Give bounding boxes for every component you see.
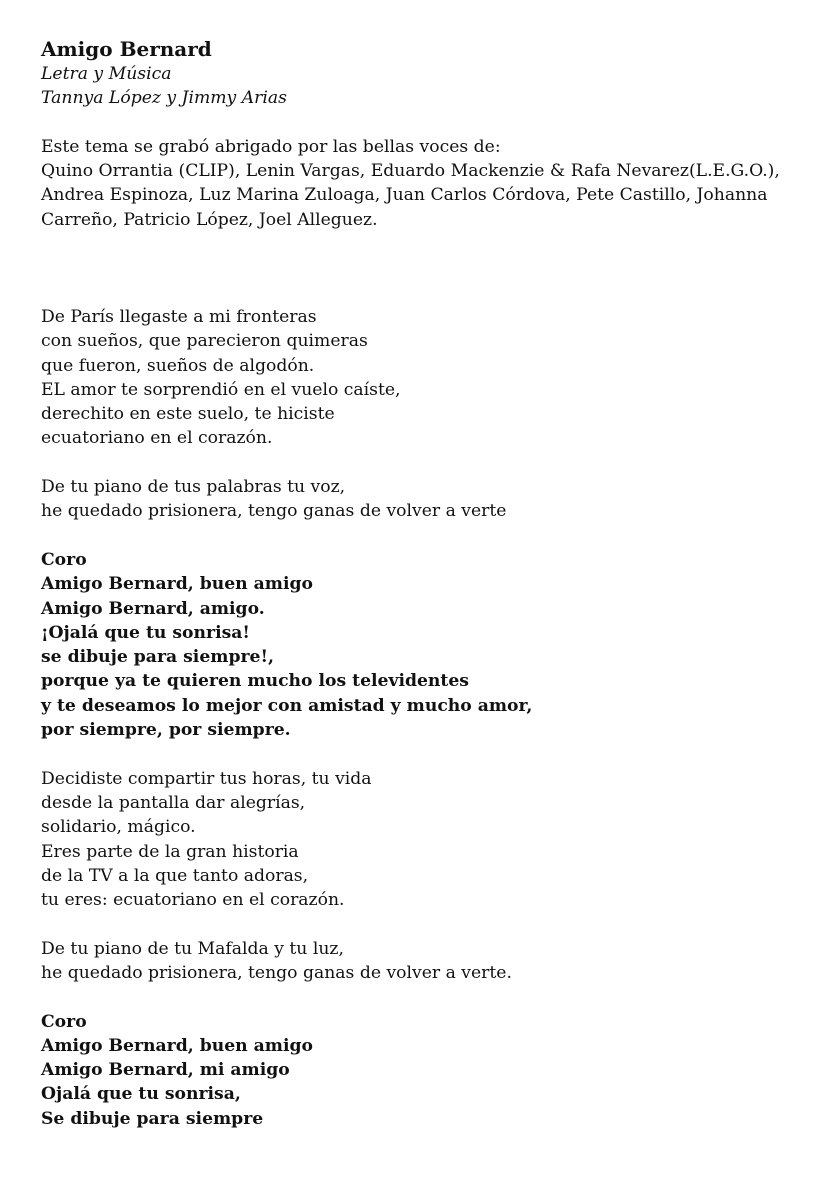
chorus-line: Amigo Bernard, buen amigo [41, 574, 313, 595]
bridge-line: he quedado prisionera, tengo ganas de volver a verte. [41, 962, 512, 983]
bridge-line: De tu piano de tu Mafalda y tu luz, [41, 938, 344, 959]
chorus-line: porque ya te quieren mucho los televidentes [41, 671, 469, 692]
chorus-line: por siempre, por siempre. [41, 720, 291, 741]
verse-line: desde la pantalla dar alegrías, [41, 792, 306, 813]
verse-line: que fueron, sueños de algodón. [41, 355, 315, 376]
verse-line: Eres parte de la gran historia [41, 841, 299, 862]
verse-line: solidario, mágico. [41, 817, 196, 838]
spacer [41, 742, 811, 766]
spacer [41, 111, 811, 135]
chorus-line: Amigo Bernard, buen amigo [41, 1035, 313, 1056]
song-title: Amigo Bernard [41, 37, 212, 61]
chorus-line: Amigo Bernard, mi amigo [41, 1060, 290, 1081]
verse-line: con sueños, que parecieron quimeras [41, 331, 368, 352]
intro-line: Quino Orrantia (CLIP), Lenin Vargas, Eduardo Mackenzie & Rafa Nevarez(L.E.G.O.), [41, 161, 780, 182]
verse-line: Decidiste compartir tus horas, tu vida [41, 768, 372, 789]
chorus-line: Se dibuje para siempre [41, 1108, 264, 1129]
chorus-heading: Coro [41, 1011, 87, 1032]
verse-line: EL amor te sorprendió en el vuelo caíste, [41, 379, 401, 400]
verse-line: ecuatoriano en el corazón. [41, 428, 273, 449]
verse-2 [41, 767, 811, 913]
chorus-2 [41, 1010, 811, 1131]
credits-authors: Tannya López y Jimmy Arias [41, 88, 287, 109]
spacer [41, 985, 811, 1009]
verse-line: tu eres: ecuatoriano en el corazón. [41, 890, 345, 911]
verse-line: de la TV a la que tanto adoras, [41, 865, 309, 886]
chorus-line: ¡Ojalá que tu sonrisa! [41, 622, 250, 643]
intro-paragraph [41, 135, 811, 232]
chorus-heading: Coro [41, 549, 87, 570]
verse-1 [41, 305, 811, 451]
intro-line: Carreño, Patricio López, Joel Alleguez. [41, 209, 378, 230]
bridge-line: he quedado prisionera, tengo ganas de volver a verte [41, 501, 507, 522]
chorus-line: Ojalá que tu sonrisa, [41, 1084, 241, 1105]
verse-line: derechito en este suelo, te hiciste [41, 404, 335, 425]
bridge-2 [41, 937, 811, 986]
spacer [41, 524, 811, 548]
chorus-line: se dibuje para siempre!, [41, 647, 274, 668]
spacer [41, 451, 811, 475]
intro-line: Este tema se grabó abrigado por las bellas voces de: [41, 136, 501, 157]
bridge-line: De tu piano de tus palabras tu voz, [41, 477, 346, 498]
chorus-line: y te deseamos lo mejor con amistad y mucho amor, [41, 695, 533, 716]
intro-line: Andrea Espinoza, Luz Marina Zuloaga, Juan Carlos Córdova, Pete Castillo, Johanna [41, 185, 768, 206]
bridge-1 [41, 475, 811, 524]
spacer [41, 232, 811, 305]
credits-label: Letra y Música [41, 64, 172, 84]
chorus-1 [41, 548, 811, 742]
chorus-line: Amigo Bernard, amigo. [41, 598, 265, 619]
spacer [41, 912, 811, 936]
verse-line: De París llegaste a mi fronteras [41, 306, 317, 327]
lyrics-page [41, 36, 811, 1131]
